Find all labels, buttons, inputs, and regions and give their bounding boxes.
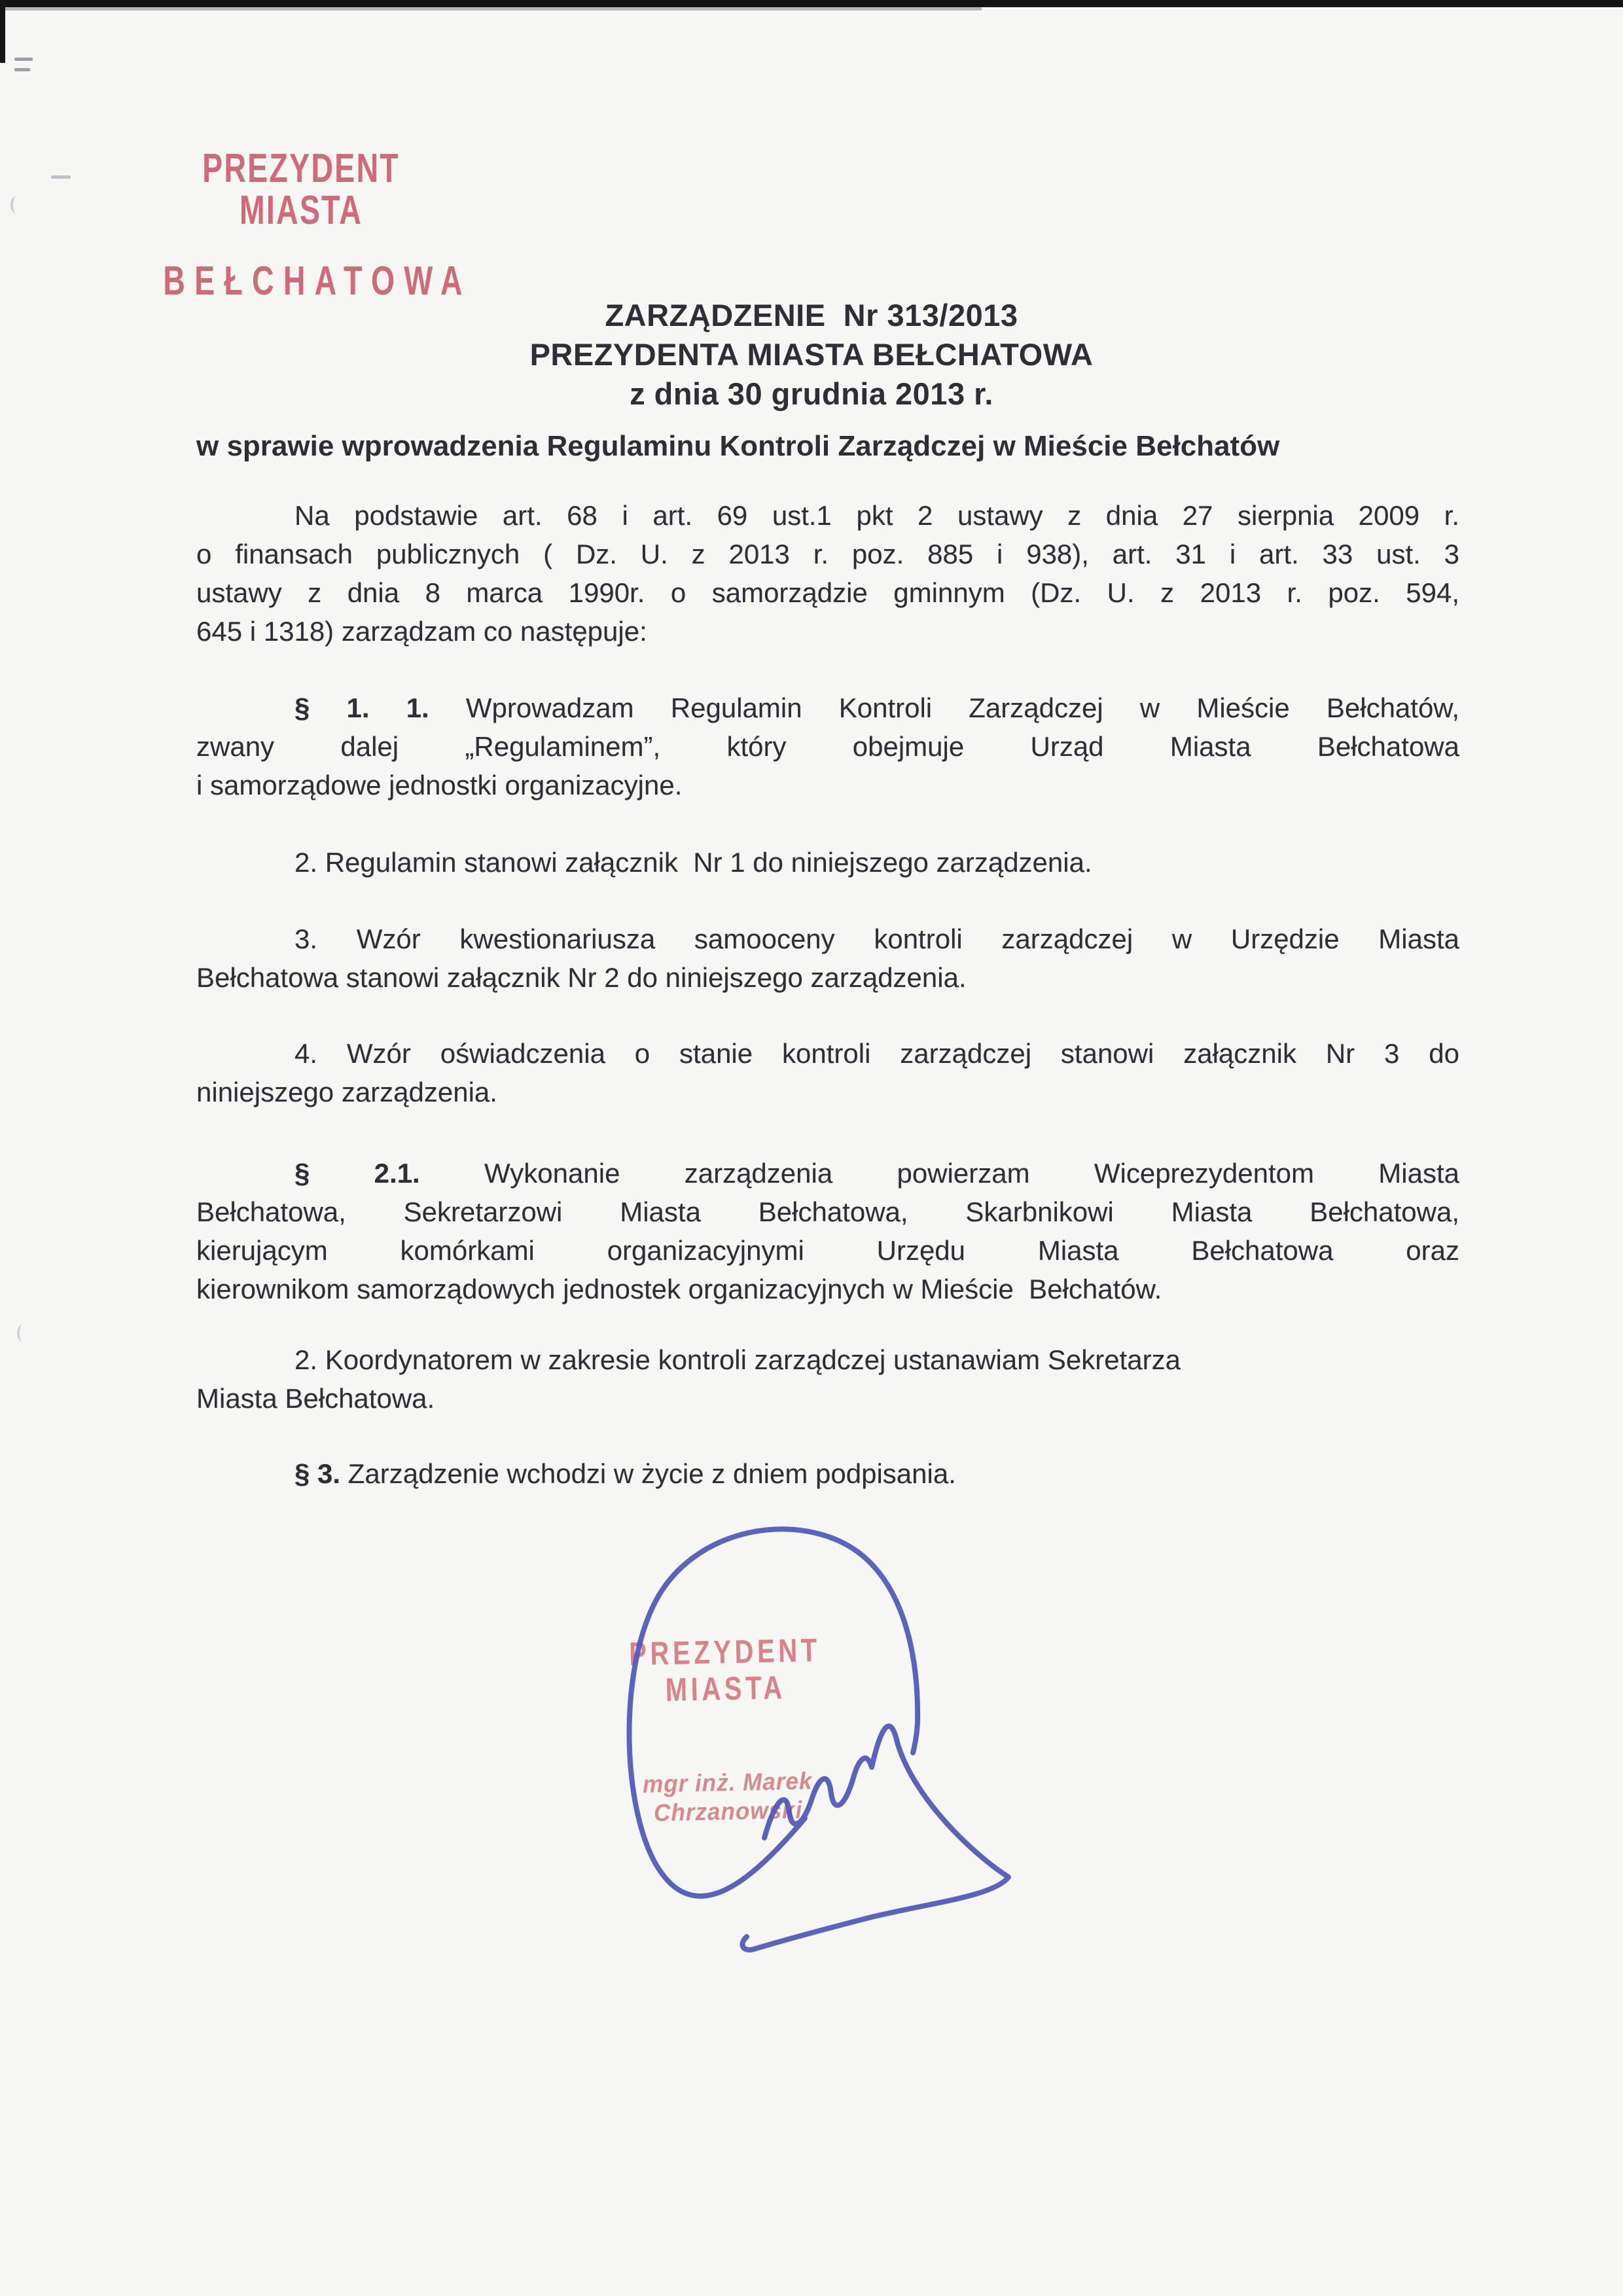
paragraph-line: o finansach publicznych ( Dz. U. z 2013 r. poz. 885 i 938), art. 31 i art. 33 ust. 3 xyxy=(196,539,1459,569)
paragraph-line: § 1. 1. Wprowadzam Regulamin Kontroli Zarządczej w Mieście Bełchatów, xyxy=(294,692,1459,723)
paragraph-line: Miasta Bełchatowa. xyxy=(196,1383,435,1414)
sender-stamp xyxy=(105,148,497,302)
signature-name-stamp: mgr inż. Marek Chrzanowski xyxy=(642,1767,813,1827)
scan-smudge xyxy=(14,68,30,71)
paragraph-line: 2. Koordynatorem w zakresie kontroli zarządczej ustanawiam Sekretarza xyxy=(294,1344,1181,1375)
paragraph-line: kierownikom samorządowych jednostek organizacyjnych w Mieście Bełchatów. xyxy=(196,1274,1162,1304)
paragraph xyxy=(196,1154,1459,1308)
paragraph-line: § 3. Zarządzenie wchodzi w życie z dniem podpisania. xyxy=(294,1458,956,1489)
paragraph xyxy=(196,1454,1459,1493)
section-symbol: § 3. xyxy=(294,1458,348,1489)
paragraph-line: kierującym komórkami organizacyjnymi Urzędu Miasta Bełchatowa oraz xyxy=(196,1235,1459,1266)
paragraph-line: i samorządowe jednostki organizacyjne. xyxy=(196,770,683,800)
paragraph xyxy=(196,843,1459,882)
section-symbol: § 1. 1. xyxy=(294,692,466,723)
scan-smudge xyxy=(14,58,33,61)
paragraph-line: 3. Wzór kwestionariusza samooceny kontroli zarządczej w Urzędzie Miasta xyxy=(294,924,1459,954)
document-title xyxy=(0,296,1623,414)
sender-stamp-line2: BEŁCHATOWA xyxy=(163,259,472,304)
signature-stamp xyxy=(561,1630,892,1829)
sender-stamp-line1: PREZYDENT MIASTA xyxy=(202,146,400,233)
title-line-number: ZARZĄDZENIE Nr 313/2013 xyxy=(605,298,1018,332)
paragraph-line: Bełchatowa stanowi załącznik Nr 2 do niniejszego zarządzenia. xyxy=(196,962,967,993)
scan-left-strip xyxy=(0,0,5,63)
paragraph xyxy=(196,920,1459,997)
title-line-date: z dnia 30 grudnia 2013 r. xyxy=(630,376,993,411)
paragraph-line: zwany dalej „Regulaminem”, który obejmuje Urząd Miasta Bełchatowa xyxy=(196,731,1459,762)
paragraph xyxy=(196,1034,1459,1111)
paragraph-line: Na podstawie art. 68 i art. 69 ust.1 pkt 2 ustawy z dnia 27 sierpnia 2009 r. xyxy=(294,500,1459,531)
paragraph-line: ustawy z dnia 8 marca 1990r. o samorządzie gminnym (Dz. U. z 2013 r. poz. 594, xyxy=(196,577,1459,608)
paragraph-line: 2. Regulamin stanowi załącznik Nr 1 do niniejszego zarządzenia. xyxy=(294,847,1092,878)
scan-smudge xyxy=(10,196,21,213)
subject-line: w sprawie wprowadzenia Regulaminu Kontroli Zarządczej w Mieście Bełchatów xyxy=(196,430,1280,462)
scan-smudge xyxy=(17,1325,27,1342)
paragraph xyxy=(196,496,1459,651)
scan-edge-bar xyxy=(0,0,1623,7)
paragraph xyxy=(196,1340,1459,1418)
paragraph-line: 645 i 1318) zarządzam co następuje: xyxy=(196,616,647,647)
scan-smudge xyxy=(51,175,71,179)
title-line-issuer: PREZYDENTA MIASTA BEŁCHATOWA xyxy=(529,337,1094,372)
section-symbol: § 2.1. xyxy=(294,1158,485,1189)
paragraph xyxy=(196,689,1459,804)
paragraph-line: 4. Wzór oświadczenia o stanie kontroli zarządczej stanowi załącznik Nr 3 do xyxy=(294,1038,1459,1069)
paragraph-line: Bełchatowa, Sekretarzowi Miasta Bełchatowa, Skarbnikowi Miasta Bełchatowa, xyxy=(196,1196,1459,1227)
paragraph-line: niniejszego zarządzenia. xyxy=(196,1077,497,1107)
scan-edge-shadow xyxy=(0,7,982,10)
paragraph-line: § 2.1. Wykonanie zarządzenia powierzam Wiceprezydentom Miasta xyxy=(294,1158,1459,1189)
signature-role-stamp: PREZYDENT MIASTA xyxy=(628,1631,821,1708)
